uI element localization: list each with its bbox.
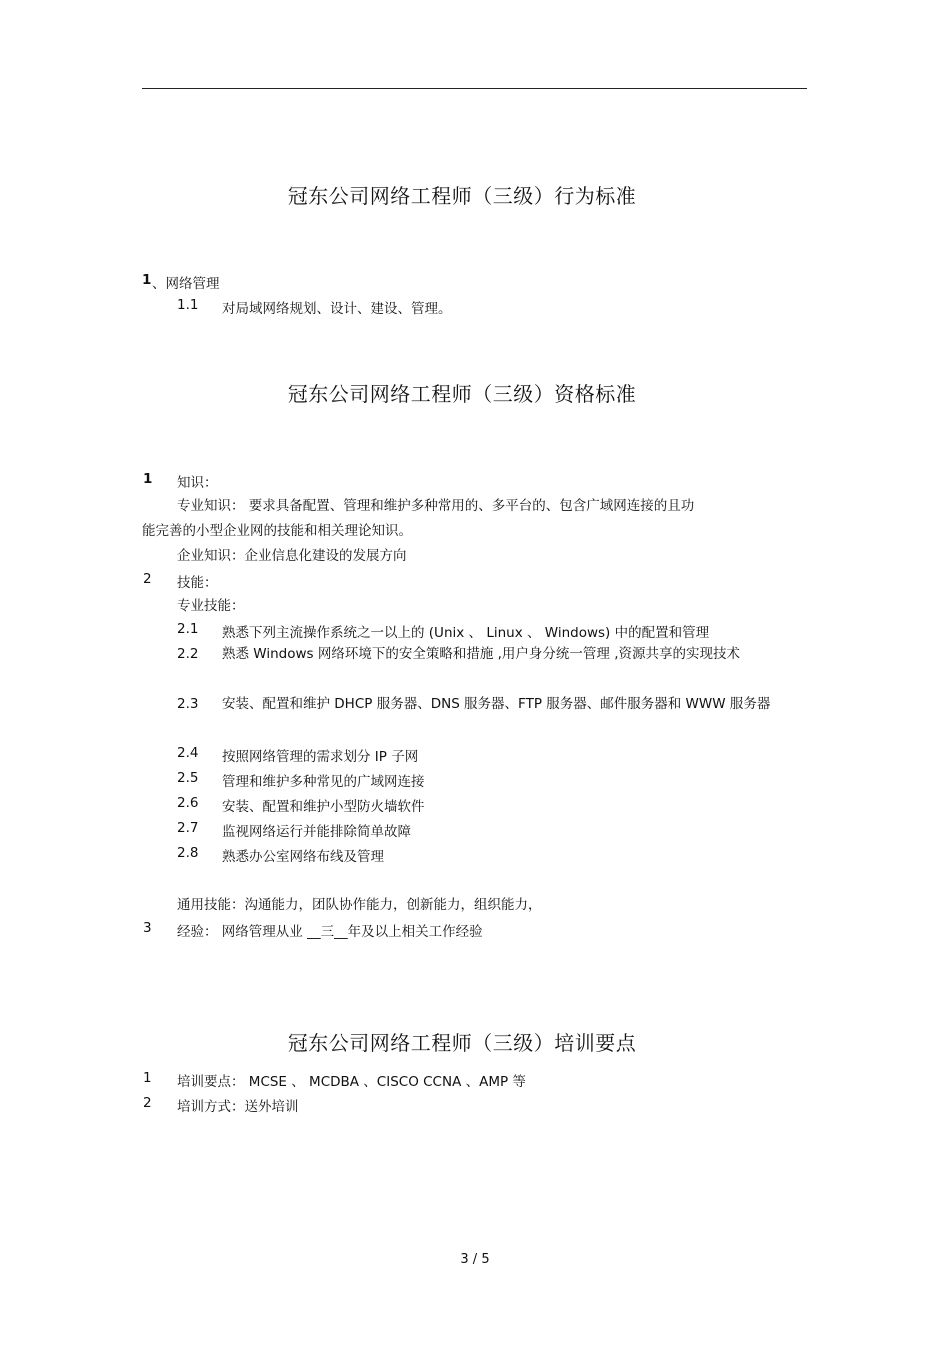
behavior-title: 冠东公司网络工程师（三级）行为标准 [287,184,637,208]
page-number: 3 / 5 [460,1252,490,1267]
training-item-1-num: 1 [143,1070,152,1086]
training-title: 冠东公司网络工程师（三级）培训要点 [287,1031,637,1055]
knowledge-label: 知识： [177,475,218,491]
skill-text: 安装、配置和维护小型防火墙软件 [222,799,425,815]
skill-num: 2.2 [177,646,199,662]
experience-num: 3 [143,920,152,936]
skill-text: 熟悉下列主流操作系统之一以上的 (Unix 、 Linux 、 Windows) 中的配置和管理 [222,625,710,641]
behavior-sub-1-text: 对局域网络规划、设计、建设、管理。 [222,301,452,317]
pro-knowledge-line-1: 专业知识： 要求具备配置、管理和维护多种常用的、多平台的、包含广域网连接的且功 [177,498,695,514]
experience-label: 经验： 网络管理从业 [177,924,308,940]
skill-text: 按照网络管理的需求划分 IP 子网 [222,749,419,765]
behavior-item-1-label: 、网络管理 [152,276,220,292]
skill-text: 管理和维护多种常见的广域网连接 [222,774,425,790]
behavior-item-1-num: 1 [142,272,152,288]
skill-num: 2.6 [177,795,199,811]
training-item-2-text: 培训方式：送外培训 [177,1099,299,1115]
general-skills: 通用技能：沟通能力，团队协作能力，创新能力，组织能力， [177,897,542,913]
training-item-2-num: 2 [143,1095,152,1111]
skill-num: 2.7 [177,820,199,836]
skills-label: 技能： [177,575,218,591]
knowledge-num: 1 [143,471,153,487]
skill-num: 2.4 [177,745,199,761]
enterprise-knowledge: 企业知识：企业信息化建设的发展方向 [177,548,407,564]
pro-knowledge-line-2: 能完善的小型企业网的技能和相关理论知识。 [142,523,412,539]
experience-tail: 年及以上相关工作经验 [347,924,483,940]
skill-text: 安装、配置和维护 DHCP 服务器、DNS 服务器、FTP 服务器、邮件服务器和 WWW 服务器 [222,696,771,712]
skill-text: 熟悉办公室网络布线及管理 [222,849,384,865]
experience-years: __三__ [307,924,348,940]
skill-num: 2.3 [177,696,199,712]
skill-text: 监视网络运行并能排除简单故障 [222,824,411,840]
skill-num: 2.1 [177,621,199,637]
behavior-sub-1-num: 1.1 [177,297,199,313]
training-item-1-text: 培训要点： MCSE 、 MCDBA 、CISCO CCNA 、AMP 等 [177,1074,526,1090]
experience-line [177,920,483,940]
skill-num: 2.8 [177,845,199,861]
header-rule [142,88,807,89]
pro-skills-label: 专业技能： [177,598,245,614]
skills-num: 2 [143,571,152,587]
qualification-title: 冠东公司网络工程师（三级）资格标准 [287,382,637,406]
skill-text: 熟悉 Windows 网络环境下的安全策略和措施 ,用户身分统一管理 ,资源共享的实现技术 [222,646,741,662]
skill-num: 2.5 [177,770,199,786]
